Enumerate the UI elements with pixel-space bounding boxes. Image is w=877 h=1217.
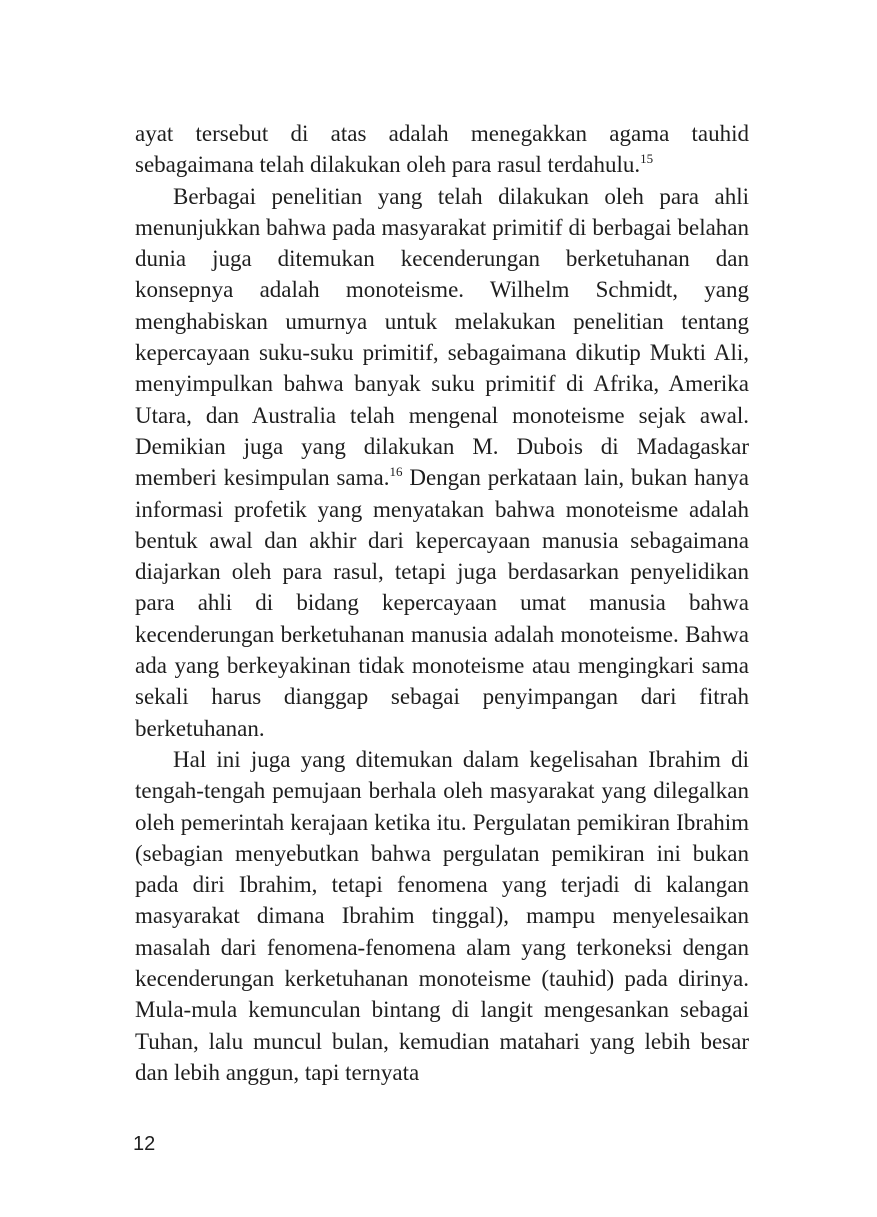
paragraph-text: Berbagai penelitian yang telah dilakukan oleh para ahli menunjukkan bahwa pada masyarakat primitif di berbagai belahan dunia juga ditemukan kecenderungan berketuhanan dan konsepnya adalah monoteisme. Wilhelm Schmidt, yang menghabiskan umurnya untuk melakukan penelitian tentang kepercayaan suku-suku primitif, sebagaimana dikutip Mukti Ali, menyimpulkan bahwa banyak suku primitif di Afrika, Amerika Utara, dan Australia telah mengenal monoteisme sejak awal. Demikian juga yang dilakukan M. Dubois di Madagaskar memberi kesimpulan sama.: [135, 183, 749, 491]
page-number: 12: [133, 1133, 156, 1155]
paragraph-research: [135, 181, 749, 744]
body-text: [135, 118, 749, 1088]
paragraph-ibrahim: [135, 744, 749, 1088]
paragraph-text: ayat tersebut di atas adalah menegakkan agama tauhid sebagaimana telah dilakukan oleh para rasul terdahulu.: [135, 121, 749, 178]
footnote-marker: 15: [640, 151, 654, 167]
paragraph-text: Dengan perkataan lain, bukan hanya informasi profetik yang menyatakan bahwa monoteisme adalah bentuk awal dan akhir dari kepercayaan manusia sebagaimana diajarkan oleh para rasul, tetapi juga berdasarkan penyelidikan para ahli di bidang kepercayaan umat manusia bahwa kecenderungan berketuhanan manusia adalah monoteisme. Bahwa ada yang berkeyakinan tidak monoteisme atau mengingkari sama sekali harus dianggap sebagai penyimpangan dari fitrah berketuhanan.: [135, 465, 750, 741]
paragraph-text: Hal ini juga yang ditemukan dalam kegelisahan Ibrahim di tengah-tengah pemujaan berhala oleh masyarakat yang dilegalkan oleh pemerintah kerajaan ketika itu. Pergulatan pemikiran Ibrahim (sebagian menyebutkan bahwa pergulatan pemikiran ini bukan pada diri Ibrahim, tetapi fenomena yang terjadi di kalangan masyarakat dimana Ibrahim tinggal), mampu menyelesaikan masalah dari fenomena-fenomena alam yang terkoneksi dengan kecenderungan kerketuhanan monoteisme (tauhid) pada dirinya. Mula-mula kemunculan bintang di langit mengesankan sebagai Tuhan, lalu muncul bulan, kemudian matahari yang lebih besar dan lebih anggun, tapi ternyata: [135, 746, 749, 1085]
paragraph-continuation: [135, 118, 749, 181]
footnote-marker: 16: [389, 464, 403, 480]
